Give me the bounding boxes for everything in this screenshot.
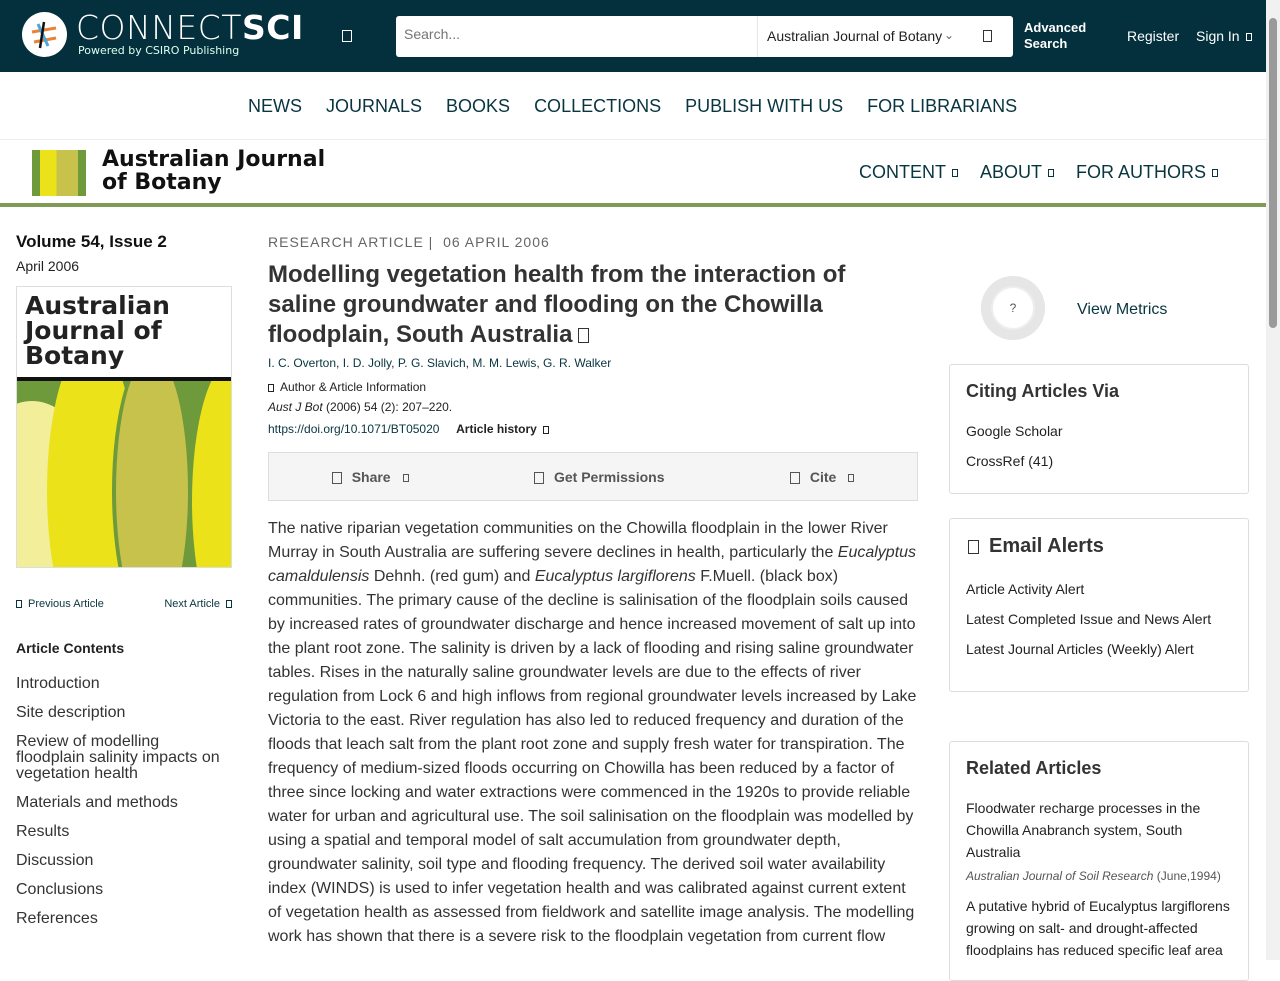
article-toolbar <box>268 452 918 501</box>
author-link[interactable]: P. G. Slavich <box>397 356 466 370</box>
journal-nav-about[interactable] <box>980 162 1054 183</box>
scrollbar-thumb[interactable] <box>1269 18 1277 328</box>
toc-item[interactable]: Conclusions <box>16 881 104 898</box>
toc-item[interactable]: Materials and methods <box>16 794 178 811</box>
related-journal: Australian Journal of Soil Research <box>966 869 1154 883</box>
toc-item[interactable]: Introduction <box>16 675 100 692</box>
sign-in-icon <box>1246 33 1252 41</box>
search-bar <box>396 16 1013 57</box>
journal-nav-about-label: ABOUT <box>980 162 1043 182</box>
share-label: Share <box>351 468 391 485</box>
email-alerts-card <box>949 518 1249 692</box>
abstract-text: The native riparian vegetation communities on the Chowilla floodplain in the lower River Murray in South Australia are suffering severe declines in health, particularly the <box>268 520 888 561</box>
chevron-down-icon[interactable]: ⌄ <box>944 28 955 42</box>
dropdown-icon <box>403 474 409 482</box>
author-info-label: Author & Article Information <box>280 380 427 394</box>
sign-in-link[interactable] <box>1196 28 1252 44</box>
article-pager <box>16 598 232 610</box>
left-sidebar <box>16 232 232 940</box>
author-link[interactable]: I. D. Jolly <box>342 356 392 370</box>
article-contents-title: Article Contents <box>16 640 125 656</box>
journal-title-line1: Australian Journal <box>102 147 326 172</box>
article-date: 06 APRIL 2006 <box>443 234 550 250</box>
nav-journals[interactable]: JOURNALS <box>326 96 423 116</box>
chevron-right-icon <box>226 600 232 608</box>
altmetric-badge-icon[interactable] <box>981 276 1045 340</box>
citation-journal: Aust J Bot <box>268 400 323 414</box>
alert-link[interactable]: Article Activity Alert <box>966 581 1085 597</box>
related-article-link[interactable]: A putative hybrid of Eucalyptus largiflorens growing on salt- and drought-affected floodplains has reduced specific leaf area <box>966 898 1230 958</box>
toc-item[interactable]: Site description <box>16 704 126 721</box>
cite-label: Cite <box>809 468 837 485</box>
brand-bold: SCI <box>241 8 304 47</box>
related-date: (June,1994) <box>1153 869 1221 883</box>
chevron-left-icon <box>16 600 22 608</box>
journal-nav-for-authors[interactable] <box>1076 162 1218 183</box>
related-article-source <box>966 869 1232 883</box>
toc-item[interactable]: References <box>16 910 98 927</box>
cite-button[interactable] <box>790 469 854 485</box>
next-article-link[interactable] <box>164 598 232 610</box>
brand-name[interactable] <box>76 8 304 47</box>
related-title: Related Articles <box>966 758 1102 778</box>
journal-bar <box>0 139 1266 207</box>
alert-link[interactable]: Latest Completed Issue and News Alert <box>966 611 1212 627</box>
abstract-text: F.Muell. (black box) communities. The primary cause of the decline is salinisation of the floodplain soils caused by increased rates of groundwater discharge and hence increased movement of salt up into the plant root zone. The salinity is driven by a lack of flooding and rising saline groundwater tables. Rises in the naturally saline groundwater levels are due to the effects of river regulation from Lock 6 and high inflows from regional groundwater levels increased by Lake Victoria to the east. River regulation has also led to reduced frequency and duration of the floods that leach salt from the plant root zone and supply fresh water for transpiration. The frequency of medium-sized floods occurring on Chowilla has been reduced by a factor of three since locking and water extractions were commenced in the 1920s to provide reliable water for urban and agricultural use. The soil salinisation on the floodplain was modelled by using a spatial and temporal model of salt accumulation from groundwater depth, groundwater salinity, soil type and flooding frequency. The derived soil water availability index (WINDS) is used to infer vegetation health and was calibrated against current extent of vegetation health as assessed from fieldwork and satellite image analysis. The modelling work has shown that there is a severe risk to the floodplain vegetation from current flow <box>268 568 917 945</box>
dropdown-icon <box>848 474 854 482</box>
toc-item[interactable]: Results <box>16 823 70 840</box>
share-icon <box>332 472 342 484</box>
search-icon[interactable] <box>983 30 992 42</box>
species-name: Eucalyptus camaldulensis <box>268 544 917 585</box>
share-button[interactable] <box>332 469 409 485</box>
journal-nav-content-label: CONTENT <box>859 162 946 182</box>
journal-nav <box>859 162 1218 183</box>
get-permissions-button[interactable] <box>534 469 665 485</box>
journal-nav-content[interactable] <box>859 162 958 183</box>
mail-icon <box>968 540 979 554</box>
species-name: Eucalyptus largiflorens <box>534 568 696 585</box>
dropdown-icon <box>1212 169 1218 177</box>
author-list: I. C. Overton, I. D. Jolly, P. G. Slavich, M. M. Lewis, G. R. Walker <box>268 356 612 370</box>
author-info-toggle[interactable] <box>268 380 918 394</box>
search-input[interactable] <box>404 26 744 42</box>
bookmark-icon[interactable] <box>578 328 589 343</box>
article-history-toggle[interactable] <box>456 422 549 436</box>
article-type: RESEARCH ARTICLE <box>268 234 424 250</box>
citing-articles-card <box>949 364 1249 494</box>
dropdown-icon <box>952 169 958 177</box>
expand-icon <box>268 384 274 392</box>
related-article-link[interactable]: Floodwater recharge processes in the Chowilla Anabranch system, South Australia <box>966 800 1201 860</box>
nav-for-librarians[interactable]: FOR LIBRARIANS <box>867 96 1018 116</box>
menu-icon[interactable] <box>342 30 352 42</box>
article-history-label: Article history <box>456 422 537 436</box>
abstract <box>268 517 918 949</box>
google-scholar-link[interactable]: Google Scholar <box>966 423 1063 439</box>
email-alerts-label: Email Alerts <box>989 535 1104 557</box>
article-kicker: RESEARCH ARTICLE | 06 APRIL 2006 <box>268 234 550 250</box>
citing-title: Citing Articles Via <box>966 381 1120 401</box>
badge-score: ? <box>993 288 1033 328</box>
related-articles-card <box>949 741 1249 981</box>
doi-link[interactable]: https://doi.org/10.1071/BT05020 <box>268 422 440 436</box>
nav-news[interactable]: NEWS <box>248 96 302 116</box>
previous-article-link[interactable] <box>16 598 104 610</box>
permissions-icon <box>534 472 544 484</box>
crossref-link[interactable]: CrossRef (41) <box>966 453 1054 469</box>
author-link[interactable]: M. M. Lewis <box>472 356 537 370</box>
journal-cover[interactable] <box>16 286 232 568</box>
alert-link[interactable]: Latest Journal Articles (Weekly) Alert <box>966 641 1194 657</box>
article-title-text: Modelling vegetation health from the interaction of saline groundwater and flooding on the Chowilla floodplain, South Australia <box>268 261 846 348</box>
brand-light: CONNECT <box>76 8 242 47</box>
next-label: Next Article <box>164 598 220 610</box>
main-nav <box>248 96 1017 117</box>
email-alerts-title <box>966 535 1232 558</box>
metrics-widget <box>949 276 1249 340</box>
journal-nav-for-authors-label: FOR AUTHORS <box>1076 162 1207 182</box>
citation-details: (2006) 54 (2): 207–220. <box>322 400 453 414</box>
doi-row <box>268 422 918 436</box>
journal-title[interactable] <box>102 148 325 194</box>
cover-title: Australian Journal of Botany <box>25 291 170 370</box>
cite-icon <box>790 472 800 484</box>
scrollbar[interactable] <box>1266 0 1280 960</box>
cover-art <box>17 377 232 568</box>
author-link[interactable]: G. R. Walker <box>543 356 612 370</box>
issue-date: April 2006 <box>16 258 80 274</box>
view-metrics-link[interactable]: View Metrics <box>1077 301 1168 318</box>
toc-item[interactable]: Review of modelling floodplain salinity impacts on vegetation health <box>16 733 220 782</box>
article-main <box>268 234 918 949</box>
sign-in-label: Sign In <box>1196 28 1240 44</box>
journal-logo-icon[interactable] <box>32 150 86 196</box>
permissions-label: Get Permissions <box>553 468 665 485</box>
nav-books[interactable]: BOOKS <box>446 96 511 116</box>
dropdown-icon <box>543 426 549 434</box>
article-title <box>268 260 918 350</box>
advanced-search-link[interactable]: Advanced Search <box>1024 20 1087 51</box>
volume-issue-link[interactable]: Volume 54, Issue 2 <box>16 232 167 251</box>
top-header <box>0 0 1266 72</box>
nav-publish-with-us[interactable]: PUBLISH WITH US <box>685 96 844 116</box>
dropdown-icon <box>1048 169 1054 177</box>
article-contents <box>16 676 232 927</box>
nav-collections[interactable]: COLLECTIONS <box>534 96 662 116</box>
search-scope-select[interactable]: Australian Journal of Botany <box>757 16 947 57</box>
citation <box>268 400 918 414</box>
register-link[interactable]: Register <box>1127 28 1180 44</box>
previous-label: Previous Article <box>28 598 104 610</box>
journal-title-line2: of Botany <box>102 170 222 195</box>
author-link[interactable]: I. C. Overton <box>268 356 337 370</box>
toc-item[interactable]: Discussion <box>16 852 94 869</box>
connectsci-logo-icon[interactable] <box>22 12 67 57</box>
abstract-text: Dehnh. (red gum) and <box>369 568 535 585</box>
powered-by: Powered by CSIRO Publishing <box>78 44 240 57</box>
